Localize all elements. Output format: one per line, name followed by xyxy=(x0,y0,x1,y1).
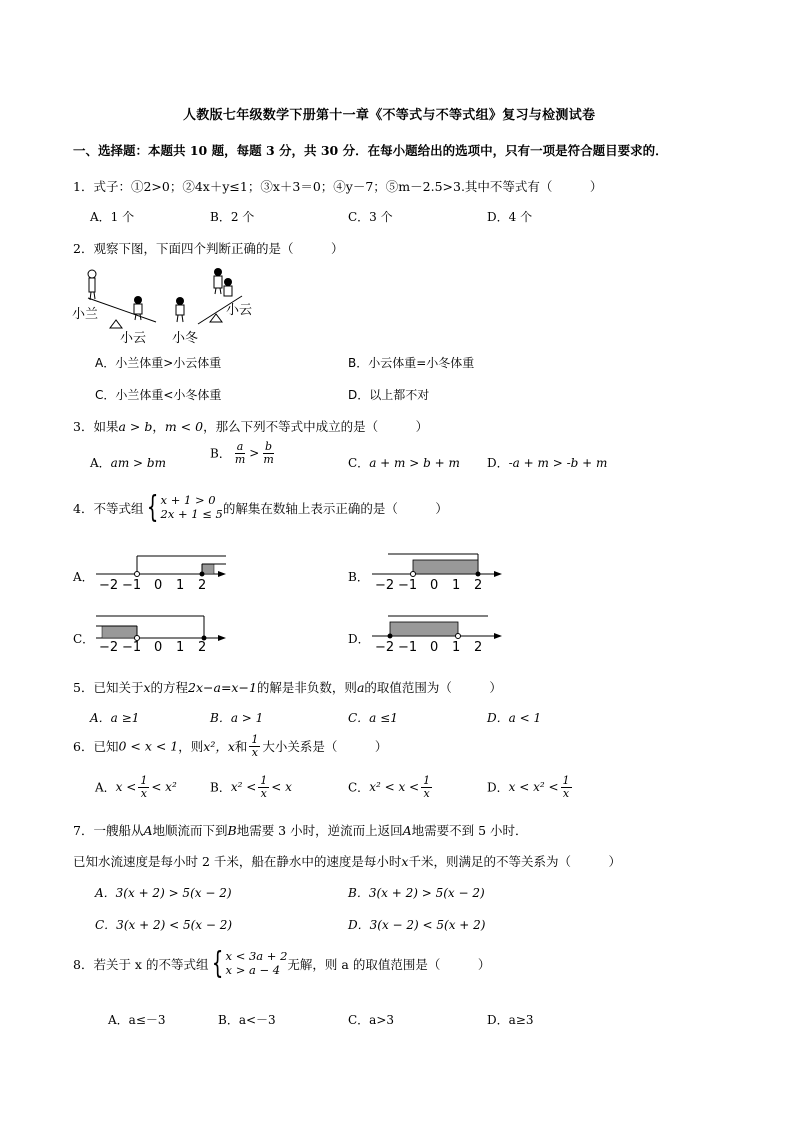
svg-text:0: 0 xyxy=(430,578,439,590)
tick-labels xyxy=(99,578,206,590)
q7-option-d[interactable]: D．3(x − 2) < 5(x + 2) xyxy=(348,918,486,932)
svg-text:1: 1 xyxy=(176,640,185,652)
seesaw-left-plank xyxy=(88,298,156,322)
q1-option-d[interactable]: D．4 个 xyxy=(487,210,533,224)
q7-stem-line-1: 7．一艘船从A地顺流而下到B地需要 3 小时，逆流而上返回A地需要不到 5 小时． xyxy=(73,823,528,838)
q5-stem: 5．已知关于x的方程2x−a=x−1的解是非负数，则a的取值范围为（ ） xyxy=(73,680,502,695)
q4-numberline-c[interactable] xyxy=(92,610,232,652)
q5-option-d[interactable]: D．a < 1 xyxy=(487,711,542,725)
person-xiaodong-icon xyxy=(176,297,184,305)
svg-text:1: 1 xyxy=(452,640,461,652)
q5-option-b[interactable]: B．a > 1 xyxy=(210,711,264,725)
q1-option-a[interactable]: A．1 个 xyxy=(90,210,135,224)
label-xiaodong: 小冬 xyxy=(172,331,199,344)
q6-option-c[interactable]: C．x² < x < $\frac{1}{x}$ xyxy=(348,774,431,800)
svg-text:−2: −2 xyxy=(99,640,119,652)
svg-text:2: 2 xyxy=(198,640,207,652)
svg-text:−2: −2 xyxy=(375,640,395,652)
person-xiaoyun2-icon xyxy=(214,268,222,276)
q7-stem-line-2: 已知水流速度是每小时 2 千米，船在静水中的速度是每小时x千米，则满足的不等关系为（ ） xyxy=(73,854,621,869)
q5-option-a[interactable]: A．a ≥1 xyxy=(90,711,140,725)
svg-text:−2: −2 xyxy=(99,578,119,590)
q2-seesaw-figure xyxy=(70,262,270,344)
q4-option-a-label[interactable]: A． xyxy=(73,570,94,584)
q3-cond-1: a > b xyxy=(118,419,153,434)
svg-text:−2: −2 xyxy=(375,578,395,590)
q7-option-b[interactable]: B．3(x + 2) > 5(x − 2) xyxy=(348,886,485,900)
q8-stem: 8．若关于 x 的不等式组 { x < 3a + 2 x > a − 4 无解，则 a 的取值范围是（ ） xyxy=(73,946,491,981)
q6-stem: 6．已知0 < x < 1，则x²，x和 $\frac{1}{x}$ 大小关系是（ ） xyxy=(73,733,388,759)
svg-text:−1: −1 xyxy=(122,578,142,590)
q6-option-d[interactable]: D．x < x² < $\frac{1}{x}$ xyxy=(487,774,570,800)
svg-text:0: 0 xyxy=(430,640,439,652)
q4-numberline-b[interactable] xyxy=(368,548,508,590)
q8-option-c[interactable]: C．a>3 xyxy=(348,1013,395,1027)
q3-option-c[interactable]: C．a + m > b + m xyxy=(348,456,460,470)
svg-text:−1: −1 xyxy=(122,640,142,652)
q3-option-a[interactable]: A．am > bm xyxy=(90,456,166,470)
q4-option-c-label[interactable]: C． xyxy=(73,632,95,646)
q6-option-b[interactable]: B．x² < $\frac{1}{x}$ < x xyxy=(210,774,292,800)
q2-option-d[interactable]: D．以上都不对 xyxy=(348,388,430,402)
q8-option-d[interactable]: D．a≥3 xyxy=(487,1013,534,1027)
section-heading: 一、选择题：本题共 10 题，每题 3 分，共 30 分．在每小题给出的选项中，只有一项是符合题目要求的． xyxy=(73,143,668,158)
q4-numberline-a[interactable] xyxy=(92,548,232,590)
svg-text:2: 2 xyxy=(474,578,483,590)
svg-text:2: 2 xyxy=(198,578,207,590)
q7-option-a[interactable]: A．3(x + 2) > 5(x − 2) xyxy=(95,886,232,900)
svg-text:0: 0 xyxy=(154,640,163,652)
q2-option-b[interactable]: B．小云体重=小冬体重 xyxy=(348,356,475,370)
q1-option-c[interactable]: C．3 个 xyxy=(348,210,393,224)
svg-text:−1: −1 xyxy=(398,578,418,590)
q4-numberline-d[interactable] xyxy=(368,610,508,652)
q6-option-a[interactable]: A．x < $\frac{1}{x}$ < x² xyxy=(95,774,177,800)
svg-text:−1: −1 xyxy=(398,640,418,652)
page-title: 人教版七年级数学下册第十一章《不等式与不等式组》复习与检测试卷 xyxy=(183,108,596,123)
q8-option-b[interactable]: B．a<－3 xyxy=(218,1013,276,1027)
q2-option-a[interactable]: A．小兰体重>小云体重 xyxy=(95,356,222,370)
person-xiaoyun-icon xyxy=(134,296,142,304)
label-xiaoyun: 小云 xyxy=(120,331,147,344)
q4-stem: 4．不等式组 { x + 1 > 0 2x + 1 ≤ 5 的解集在数轴上表示正确的是（ ） xyxy=(73,490,448,525)
q4-option-d-label[interactable]: D． xyxy=(348,632,370,646)
q1-option-b[interactable]: B．2 个 xyxy=(210,210,255,224)
q2-stem: 2．观察下图，下面四个判断正确的是（ ） xyxy=(73,241,344,256)
seesaw-left-pivot xyxy=(110,320,122,328)
q5-option-c[interactable]: C．a ≤1 xyxy=(348,711,398,725)
q1-stem: 1．式子：①2>0；②4x＋y≤1；③x＋3＝0；④y－7；⑤m－2.5>3.其中不等式有（ ） xyxy=(73,179,603,194)
label-xiaoyun-2: 小云 xyxy=(226,303,253,318)
q2-option-c[interactable]: C．小兰体重<小冬体重 xyxy=(95,388,222,402)
person-xiaolan-icon xyxy=(88,270,96,278)
q4-option-b-label[interactable]: B． xyxy=(348,570,369,584)
q3-option-b[interactable]: B． $\frac{a}{m}$ > $\frac{b}{m}$ xyxy=(210,440,274,466)
svg-text:1: 1 xyxy=(176,578,185,590)
svg-text:0: 0 xyxy=(154,578,163,590)
label-xiaolan: 小兰 xyxy=(72,307,99,322)
svg-text:2: 2 xyxy=(474,640,483,652)
q7-option-c[interactable]: C．3(x + 2) < 5(x − 2) xyxy=(95,918,233,932)
q3-cond-2: m < 0 xyxy=(164,419,204,434)
svg-text:1: 1 xyxy=(452,578,461,590)
q3-option-d[interactable]: D．-a + m > -b + m xyxy=(487,456,608,470)
q8-option-a[interactable]: A．a≤－3 xyxy=(108,1013,166,1027)
q3-stem: 3．如果a > b，m < 0，那么下列不等式中成立的是（ ） xyxy=(73,419,429,434)
